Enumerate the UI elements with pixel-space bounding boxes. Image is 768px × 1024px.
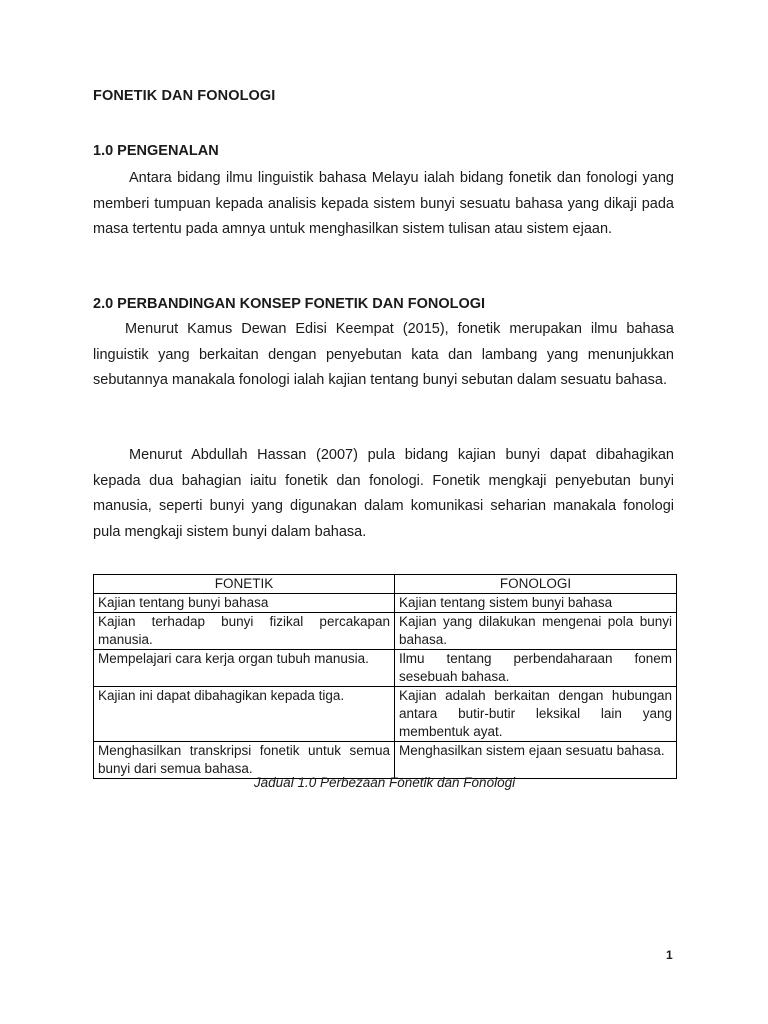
table-caption: Jadual 1.0 Perbezaan Fonetik dan Fonologi	[253, 775, 516, 790]
table-row	[94, 742, 677, 779]
table-header-row	[94, 575, 677, 594]
table-cell-fonetik: Mempelajari cara kerja organ tubuh manusia.	[94, 650, 395, 687]
table-cell-fonetik: Kajian tentang bunyi bahasa	[94, 594, 395, 613]
table-row	[94, 613, 677, 650]
table-cell-fonetik: Kajian ini dapat dibahagikan kepada tiga.	[94, 687, 395, 742]
table-header-fonetik: FONETIK	[94, 575, 395, 594]
document-title: FONETIK DAN FONOLOGI	[93, 88, 276, 104]
paragraph-kamus-dewan: Menurut Kamus Dewan Edisi Keempat (2015), fonetik merupakan ilmu bahasa linguistik yang berkaitan dengan penyebutan kata dan lambang yang menunjukkan sebutannya manakala fonologi ialah kajian tentang bunyi sebutan dalam sesuatu bahasa.	[93, 321, 674, 388]
table-cell-fonetik: Kajian terhadap bunyi fizikal percakapan manusia.	[94, 613, 395, 650]
table-cell-fonologi: Kajian tentang sistem bunyi bahasa	[395, 594, 677, 613]
table-cell-fonologi: Ilmu tentang perbendaharaan fonem sesebuah bahasa.	[395, 650, 677, 687]
table-row	[94, 594, 677, 613]
table-row	[94, 687, 677, 742]
comparison-table	[93, 574, 677, 779]
table-cell-fonetik: Menghasilkan transkripsi fonetik untuk semua bunyi dari semua bahasa.	[94, 742, 395, 779]
table-cell-fonologi: Kajian yang dilakukan mengenai pola bunyi bahasa.	[395, 613, 677, 650]
page-number: 1	[666, 948, 673, 962]
table-header-fonologi: FONOLOGI	[395, 575, 677, 594]
section-heading-pengenalan: 1.0 PENGENALAN	[93, 143, 219, 159]
table-row	[94, 650, 677, 687]
paragraph-abdullah-hassan: Menurut Abdullah Hassan (2007) pula bidang kajian bunyi dapat dibahagikan kepada dua bahagian iaitu fonetik dan fonologi. Fonetik mengkaji penyebutan bunyi manusia, seperti bunyi yang digunakan dalam komunikasi seharian manakala fonologi pula mengkaji sistem bunyi dalam bahasa.	[93, 447, 674, 540]
table-cell-fonologi: Menghasilkan sistem ejaan sesuatu bahasa.	[395, 742, 677, 779]
paragraph-pengenalan: Antara bidang ilmu linguistik bahasa Melayu ialah bidang fonetik dan fonologi yang memberi tumpuan kepada analisis kepada sistem bunyi sesuatu bahasa yang dikaji pada masa tertentu pada amnya untuk menghasilkan sistem tulisan atau sistem ejaan.	[93, 170, 674, 237]
table-cell-fonologi: Kajian adalah berkaitan dengan hubungan antara butir-butir leksikal lain yang membentuk ayat.	[395, 687, 677, 742]
section-heading-perbandingan: 2.0 PERBANDINGAN KONSEP FONETIK DAN FONOLOGI	[93, 296, 486, 312]
